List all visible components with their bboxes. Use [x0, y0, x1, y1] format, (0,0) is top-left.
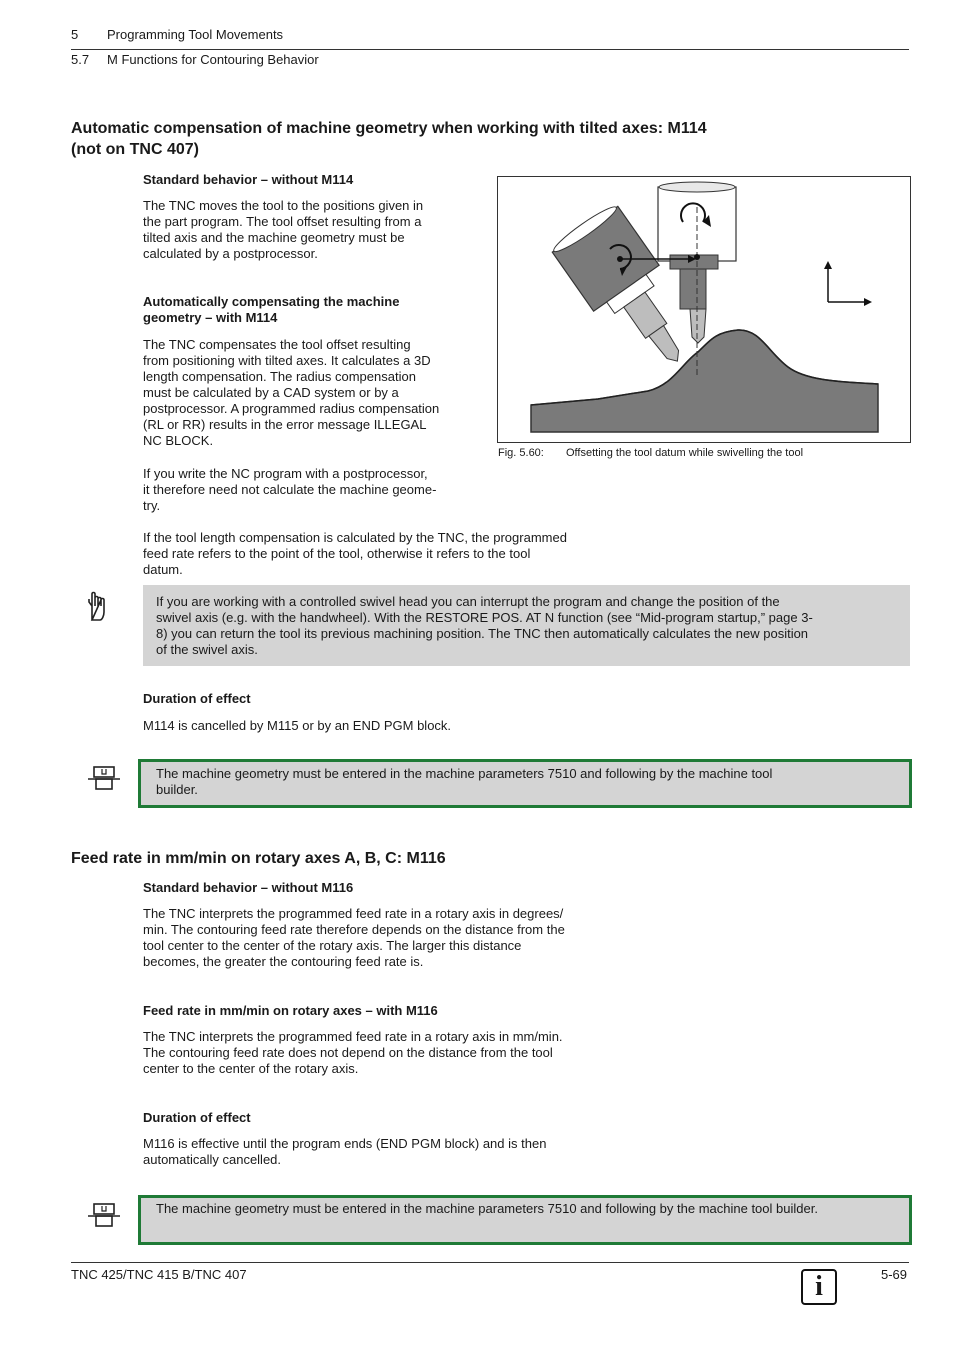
footer-title: TNC 425/TNC 415 B/TNC 407: [71, 1267, 247, 1282]
m114-machine-note-text: The machine geometry must be entered in the machine parameters 7510 and following by the machine tool builder.: [156, 766, 773, 797]
m114-auto-text: The TNC compensates the tool offset resulting from positioning with tilted axes. It calculates a 3D length compensation. The radius compensation must be calculated by a CAD system or by a postprocessor. A programmed radius compensation (RL or RR) results in the error message ILLEGAL NC BLOCK.: [143, 337, 440, 448]
m116-title: Feed rate in mm/min on rotary axes A, B, C: M116: [71, 850, 446, 867]
pointing-hand-icon: [85, 590, 113, 626]
m114-title-line1: Automatic compensation of machine geometry when working with tilted axes: M114: [71, 120, 707, 137]
m116-std-text: The TNC interprets the programmed feed rate in a rotary axis in degrees/ min. The contouring feed rate therefore depends on the distance from the tool center to the center of the rotary axis. The larger this distance becomes, the greater the contouring feed rate is.: [143, 906, 565, 969]
m116-duration-text: M116 is effective until the program ends (END PGM block) and is then automatically cancelled.: [143, 1136, 547, 1167]
chapter-number: 5: [71, 27, 79, 42]
footer-rule: [71, 1262, 909, 1263]
header-rule: [71, 49, 909, 50]
m114-std-heading: Standard behavior – without M114: [143, 172, 354, 187]
figure-caption-label: Fig. 5.60:: [498, 447, 544, 459]
m114-duration-text: M114 is cancelled by M115 or by an END PGM block.: [143, 718, 452, 733]
m116-duration-heading: Duration of effect: [143, 1110, 251, 1125]
section-number: 5.7: [71, 52, 90, 67]
m114-auto-heading-line2: geometry – with M114: [143, 310, 278, 325]
info-icon: i: [801, 1269, 837, 1305]
m116-with-heading: Feed rate in mm/min on rotary axes – with M116: [143, 1003, 438, 1018]
hint-note-text: If you are working with a controlled swivel head you can interrupt the program and change the position of the swivel axis (e.g. with the handwheel). With the RESTORE POS. AT N function (see “Mid-program startup,” page 3- 8) you can return the tool its previous machining position. The TNC then automatically calculates the new position of the swivel axis.: [156, 594, 813, 657]
m114-duration-heading: Duration of effect: [143, 691, 251, 706]
page-number: 5-69: [881, 1267, 908, 1282]
chapter-title: Programming Tool Movements: [107, 27, 284, 42]
m116-machine-note-text: The machine geometry must be entered in the machine parameters 7510 and following by the machine tool builder.: [156, 1201, 818, 1216]
m116-std-heading: Standard behavior – without M116: [143, 880, 354, 895]
machine-icon: [86, 1202, 122, 1230]
machine-icon: [86, 765, 122, 793]
tool-offset-illustration: [498, 177, 910, 442]
m114-post-text: If you write the NC program with a postprocessor, it therefore need not calculate the machine geome- try.: [143, 466, 437, 513]
m116-with-text: The TNC interprets the programmed feed rate in a rotary axis in mm/min. The contouring feed rate does not depend on the distance from the tool center to the center of the rotary axis.: [143, 1029, 563, 1076]
m114-title-line2: (not on TNC 407): [71, 141, 199, 158]
m114-auto-heading-line1: Automatically compensating the machine: [143, 294, 400, 309]
m114-std-text: The TNC moves the tool to the positions given in the part program. The tool offset resulting from a tilted axis and the machine geometry must be calculated by a postprocessor.: [143, 198, 424, 261]
figure-caption-text: Offsetting the tool datum while swivelling the tool: [566, 447, 804, 459]
figure-tool-offset: [497, 176, 911, 443]
m114-feed-text: If the tool length compensation is calculated by the TNC, the programmed feed rate refers to the point of the tool, otherwise it refers to the tool datum.: [143, 530, 567, 577]
section-title: M Functions for Contouring Behavior: [107, 52, 319, 67]
